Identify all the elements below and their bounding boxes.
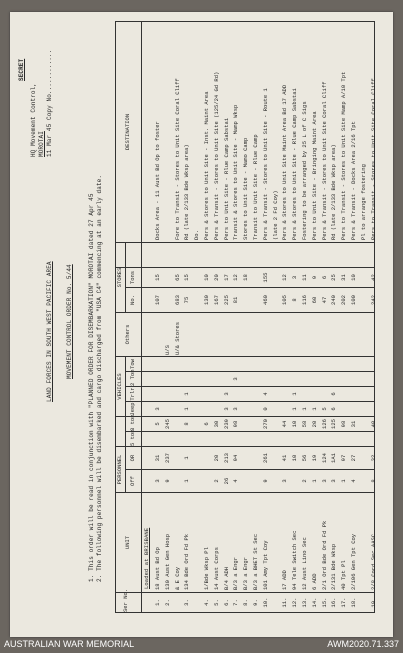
cell-v3: 98 — [232, 420, 240, 428]
cell-dest: Fore to Transit - Stores to Unit Site Coral Cliff — [173, 78, 181, 240]
cell-unit: 6 ADD — [310, 573, 318, 590]
rotated-page — [10, 12, 393, 637]
cell-others: U/& Stores — [173, 321, 181, 355]
cell-v3: 44 — [281, 420, 289, 428]
header-ser: Ser No. — [122, 588, 129, 612]
cell-off: 2 — [212, 479, 220, 483]
cell-dest: Pers to Transit - Stores to Unit Site Coral Cliff — [369, 78, 377, 240]
cell-or: 10 — [291, 454, 299, 462]
header-tow: Tow — [129, 359, 136, 369]
cell-trlr: 1 — [183, 392, 191, 396]
cell-others — [368, 313, 379, 355]
cell-ser: 13. — [301, 597, 308, 608]
cell-or: 20 — [212, 454, 220, 462]
cell-off: 9 — [163, 479, 171, 483]
cell-ser: 9. — [252, 599, 259, 606]
date-copy-line: 11 Mar 45 Copy No............ — [46, 49, 53, 157]
cell-unit: B/4 ADH — [222, 566, 230, 590]
cell-stons: 3 — [291, 275, 299, 280]
cell-ser: 18. — [350, 597, 357, 608]
cell-unit: 2/106 Gen Tpt Coy — [350, 533, 357, 590]
cell-or: 1A1 — [330, 453, 338, 463]
cell-dest: Pers to Unit Site - Bringing Maint Area — [310, 111, 318, 240]
cell-sno: 683 — [173, 295, 181, 305]
cell-stons: 42 — [369, 274, 377, 281]
cell-dest: Pers & Transit - Stores to Unit Site Coral Cliff — [320, 81, 328, 240]
header-off: Off — [129, 476, 136, 486]
cell-v3: 126 — [320, 419, 328, 429]
cell-sno: 81 — [232, 296, 240, 304]
header-stores-tons: Tons — [129, 270, 136, 285]
cell-stons: 17 — [222, 274, 230, 281]
header-others: Others — [124, 324, 131, 345]
cell-unit: 2/8 Cord Sec AASC — [369, 533, 377, 590]
cell-stons: 25 — [330, 274, 338, 281]
cell-ser: 10. — [261, 597, 269, 608]
cell-stons: 11 — [301, 274, 308, 281]
cell-sno: 167 — [212, 295, 220, 305]
cell-jeep: 1 — [291, 407, 299, 411]
cell-trlr: 4 — [261, 392, 269, 396]
para-2: 2. The following personnel will be disembarked and cargo discharged from "USA C4" commencing at an early date. — [96, 174, 103, 582]
cell-dest: (late 2 Fd Coy) — [271, 190, 279, 240]
cell-or: 237 — [163, 453, 171, 463]
cell-v5 — [368, 432, 379, 446]
cell-stons: 6 — [320, 275, 328, 280]
cell-or: 27 — [350, 454, 357, 462]
cell-sno: 460 — [261, 295, 269, 305]
header-stores-no: No. — [129, 295, 136, 305]
cell-ser: 4. — [203, 599, 210, 606]
cell-ser: 11. — [281, 597, 289, 608]
cell-jeep: 1 — [310, 407, 318, 411]
cell-stons: 155 — [261, 272, 269, 283]
cell-unit: 14 Aust Corps — [212, 547, 220, 590]
cell-off: 3 — [154, 479, 161, 483]
cell-jeep: 3 — [232, 407, 240, 411]
cell-stons: 31 — [340, 274, 348, 281]
cell-dest: Pers to Transit - Stores to Unit Site Mamp A/10 Tpt — [340, 71, 348, 240]
title-order: MOVEMENT CONTROL ORDER No. 5/44 — [66, 264, 73, 379]
footer-credit: AUSTRALIAN WAR MEMORIAL — [4, 639, 135, 649]
cell-stons: 9 — [310, 275, 318, 280]
cell-dest: Rd (late 2/133 Bde Wksp area) — [330, 144, 338, 240]
cell-dest: Stores to Unit Site - Mamo Camp — [242, 137, 250, 240]
cell-off: 1 — [340, 479, 348, 483]
cell-v3: 30 — [212, 420, 220, 428]
cell-off: 3 — [320, 479, 328, 483]
cell-ton2: 3 — [232, 377, 240, 381]
cell-ser: 12. — [291, 597, 299, 608]
cell-sno: 202 — [340, 295, 348, 305]
cell-v3: 20 — [310, 420, 318, 428]
cell-sno: 116 — [301, 295, 308, 305]
header-3ton: 3 ton — [129, 414, 136, 431]
cell-dest: Pers & Transit - Stores to Unit Site (125/24 Gd Rd) — [212, 71, 220, 240]
cell-stons: 65 — [173, 274, 181, 281]
cell-dest: Do. — [193, 230, 201, 240]
cell-dest: Transit & Stores to Unit Site - Mamp Wksp — [232, 104, 240, 240]
cell-v3: 270 — [261, 419, 269, 429]
cell-unit: 134 Bde Ord Fd Pk — [183, 533, 191, 590]
cell-trlr: 3 — [222, 392, 230, 396]
cell-unit: 1/Bde Wksp Pl — [203, 547, 210, 590]
cell-ser: 16. — [330, 597, 338, 608]
cell-sno: 75 — [183, 296, 191, 304]
cell-jeep: 3 — [154, 407, 161, 411]
cell-dest: Fostering to be arranged by 25 L of C Sigs — [301, 101, 308, 240]
cell-trlr: 1 — [291, 392, 299, 396]
cell-sno: 60 — [310, 296, 318, 304]
cell-sno: 240 — [330, 295, 338, 305]
movement-table — [115, 21, 375, 613]
cell-or: 97 — [340, 454, 348, 462]
table-row — [368, 21, 379, 613]
cell-jeep: 1 — [301, 407, 308, 411]
cell-or: 32 — [369, 454, 377, 462]
para-1: 1. This order will be read in conjunction with "PLANNED ORDER FOR DISEMBARKATION" MOROTAI dated 27 Apr 45 — [88, 193, 95, 582]
cell-stons: 18 — [242, 274, 250, 281]
cell-v3: 40 — [369, 420, 377, 428]
cell-v3: 10 — [291, 420, 299, 428]
cell-sno: 130 — [203, 295, 210, 305]
cell-sno: 8 — [291, 298, 299, 302]
cell-ser: 19. — [369, 597, 377, 608]
cell-jeep: 5 — [320, 407, 328, 411]
cell-dest: Pers & Stores to Unit Site Maint Area Bd 17 ADD — [281, 84, 289, 240]
cell-off: 3 — [281, 479, 289, 483]
cell-others: U/S — [163, 345, 171, 355]
cell-trlr: 6 — [330, 392, 338, 396]
cell-off: 8 — [369, 479, 377, 483]
cell-sno: 225 — [222, 295, 230, 305]
cell-v3: 58 — [301, 420, 308, 428]
cell-dest: Rd (late 2/133 Bde Wksp area) — [183, 144, 191, 240]
document-sheet — [10, 12, 393, 637]
cell-ton2 — [368, 372, 379, 386]
cell-dest: Pers & Stores to Unit Site - Rlue Camp Sabstai — [291, 88, 299, 240]
cell-stons: 15 — [183, 274, 191, 281]
cell-or: 1 — [183, 456, 191, 460]
cell-off: 4 — [350, 479, 357, 483]
cell-v3: 8 — [183, 422, 191, 426]
cell-or: 31 — [154, 454, 161, 462]
footer-bar — [0, 637, 403, 653]
location-line: MOROTAI — [38, 131, 45, 157]
cell-or: 261 — [261, 453, 269, 463]
cell-v3: 245 — [163, 419, 171, 429]
cell-unit: 17 ADD — [281, 570, 289, 590]
cell-sno: 105 — [281, 295, 289, 305]
cell-unit: B/3 a BHET St Sec — [252, 533, 259, 590]
header-vehicles: VEHICLES — [116, 373, 123, 400]
section-loaded-at: Loaded at BRISBANE — [143, 527, 150, 589]
header-personnel: PERSONNEL — [116, 454, 123, 485]
cell-unit: & E Coy — [173, 566, 181, 590]
cell-off: 1 — [310, 479, 318, 483]
cell-stons: 10 — [203, 274, 210, 281]
cell-or: 94 — [232, 454, 240, 462]
cell-dest: Pers & Transit - Stores to Unit Site - Route 1 — [261, 88, 269, 240]
header-5ton: 5 ton — [129, 429, 136, 446]
title-main: LAND FORCES IN SOUTH WEST PACIFIC AREA — [46, 261, 53, 402]
cell-unit: 130 Aust Gen Hosp — [163, 533, 171, 590]
header-destination: DESTINATION — [124, 113, 131, 151]
cell-ser: 3. — [183, 599, 191, 606]
cell-stons: 12 — [232, 274, 240, 281]
cell-unit: 12 Aust Lino Sec — [301, 537, 308, 590]
cell-jeep — [368, 402, 379, 416]
header-2ton: 2 Ton — [129, 369, 136, 386]
cell-v3: 125 — [330, 419, 338, 429]
cell-or: 213 — [222, 453, 230, 463]
cell-sno: 107 — [154, 295, 161, 305]
cell-dest: Pers to Unit Site - Rlue Camp Sabstai — [222, 117, 230, 240]
cell-or: 56 — [301, 454, 308, 462]
cell-or: 41 — [281, 454, 289, 462]
cell-off: 9 — [261, 479, 269, 483]
cell-unit: 40 Tpt Pl — [340, 560, 348, 590]
cell-jeep: 6 — [330, 407, 338, 411]
header-stores: STORES — [116, 267, 123, 288]
cell-sno: 100 — [350, 295, 357, 305]
cell-off: 2 — [301, 479, 308, 483]
cell-unit: B/3 a Engr — [232, 556, 240, 590]
cell-unit: 101 Amy Tpt Coy — [261, 540, 269, 590]
cell-dest: Transit to Unit Site - Rlue Camp — [252, 134, 259, 240]
cell-unit: 2/1 Ord Bde Ord Fd Pk — [320, 520, 328, 590]
header-trlr: Trlr — [129, 387, 136, 401]
cell-dest: Pl to arrange fostering — [359, 164, 367, 240]
cell-unit: B/3 a Engr — [242, 556, 250, 590]
cell-or: 124 — [320, 453, 328, 463]
cell-ser: 8. — [242, 599, 250, 606]
header-jeep: Jeep — [129, 402, 136, 416]
cell-ser: 1. — [154, 599, 161, 606]
cell-stons: 12 — [281, 274, 289, 281]
routing-line: HQ Movement Control, — [30, 82, 37, 157]
cell-v3: 5 — [154, 422, 161, 426]
cell-ser: 14. — [310, 597, 318, 608]
cell-unit: 2/131 Bde Wksp — [330, 543, 338, 590]
cell-stons: 15 — [154, 274, 161, 281]
cell-jeep: 3 — [222, 407, 230, 411]
cell-ser: 7. — [232, 599, 240, 606]
classification-label: SECRET — [18, 58, 25, 81]
cell-dest: Docks Area - 11 Aust Bd Op to foster — [154, 121, 161, 240]
cell-off: 1 — [183, 479, 191, 483]
cell-stons: 20 — [212, 274, 220, 281]
cell-off: 4 — [232, 479, 240, 483]
cell-jeep: 1 — [183, 407, 191, 411]
cell-ser: 17. — [340, 597, 348, 608]
cell-ser: 6. — [222, 599, 230, 606]
cell-sno: 242 — [369, 295, 377, 305]
footer-accession: AWM2020.71.337 — [327, 639, 399, 649]
cell-unit: 94 Tele Switch Sec — [291, 530, 299, 590]
cell-or: 19 — [310, 454, 318, 462]
cell-ser: 5. — [212, 599, 220, 606]
cell-jeep: 0 — [261, 407, 269, 411]
cell-v3: 31 — [350, 420, 357, 428]
cell-sno: 47 — [320, 296, 328, 304]
cell-dest: Pers & Transit - Docks Area 2/16 Tpt — [350, 121, 357, 240]
cell-ser: 15. — [320, 597, 328, 608]
cell-off: 26 — [222, 477, 230, 485]
cell-dest: Pers & Stores to Unit Site - Inst. Maint Area — [203, 91, 210, 240]
cell-v3: 6 — [203, 422, 210, 426]
cell-ser: 2. — [163, 599, 171, 606]
cell-stons: 10 — [350, 274, 357, 281]
header-or: OR — [129, 454, 136, 462]
cell-unit: 18 Aust Bd Op — [154, 547, 161, 590]
header-unit: UNIT — [124, 535, 131, 550]
cell-trlr — [368, 387, 379, 401]
cell-v3: 98 — [340, 420, 348, 428]
cell-v3: 239 — [222, 419, 230, 429]
cell-off: 3 — [330, 479, 338, 483]
